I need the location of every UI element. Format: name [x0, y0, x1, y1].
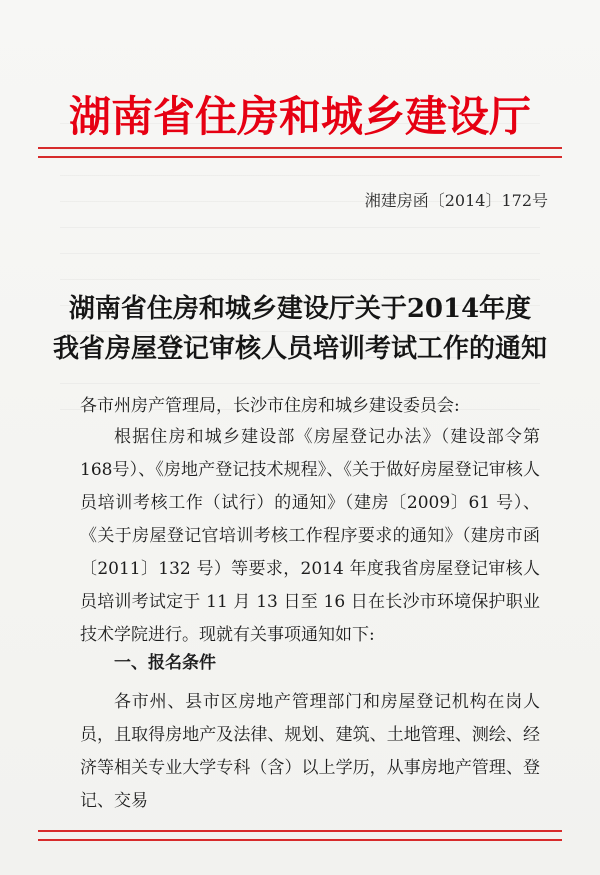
letterhead-title: 湖南省住房和城乡建设厅	[68, 92, 531, 141]
body-paragraph: 各市州、县市区房地产管理部门和房屋登记机构在岗人员，且取得房地产及法律、规划、建筑、土地管理、测绘、经济等相关专业大学专科（含）以上学历，从事房地产管理、登记、交易	[80, 692, 540, 811]
footer-rule-bottom	[38, 839, 562, 841]
salutation: 各市州房产管理局，长沙市住房和城乡建设委员会:	[80, 396, 460, 416]
body-paragraph: 根据住房和城乡建设部《房屋登记办法》（建设部令第 168号）、《房地产登记技术规程》、《关于做好房屋登记审核人员培训考核工作（试行）的通知》（建房〔2009〕61 号）、《关于房屋登记官培训考核工作程序要求的通知》（建房市函〔2011〕132 号）等要求，2014 年度我省房屋登记审核人员培训考试定于 11 月 13 日至 16 日在长沙市环境保护职业技术学院进行。现就有关事项通知如下:	[80, 427, 540, 645]
notice-title-line-2: 我省房屋登记审核人员培训考试工作的通知	[52, 334, 547, 364]
notice-title-line-1: 湖南省住房和城乡建设厅关于2014年度	[68, 294, 532, 324]
bleed-through-texture	[60, 110, 540, 410]
letterhead-rule-top	[38, 147, 562, 149]
footer-rule-top	[38, 830, 562, 832]
letterhead-rule-bottom	[38, 156, 562, 158]
document-number: 湘建房函〔2014〕172号	[364, 191, 548, 210]
section-heading: 一、报名条件	[114, 653, 216, 673]
